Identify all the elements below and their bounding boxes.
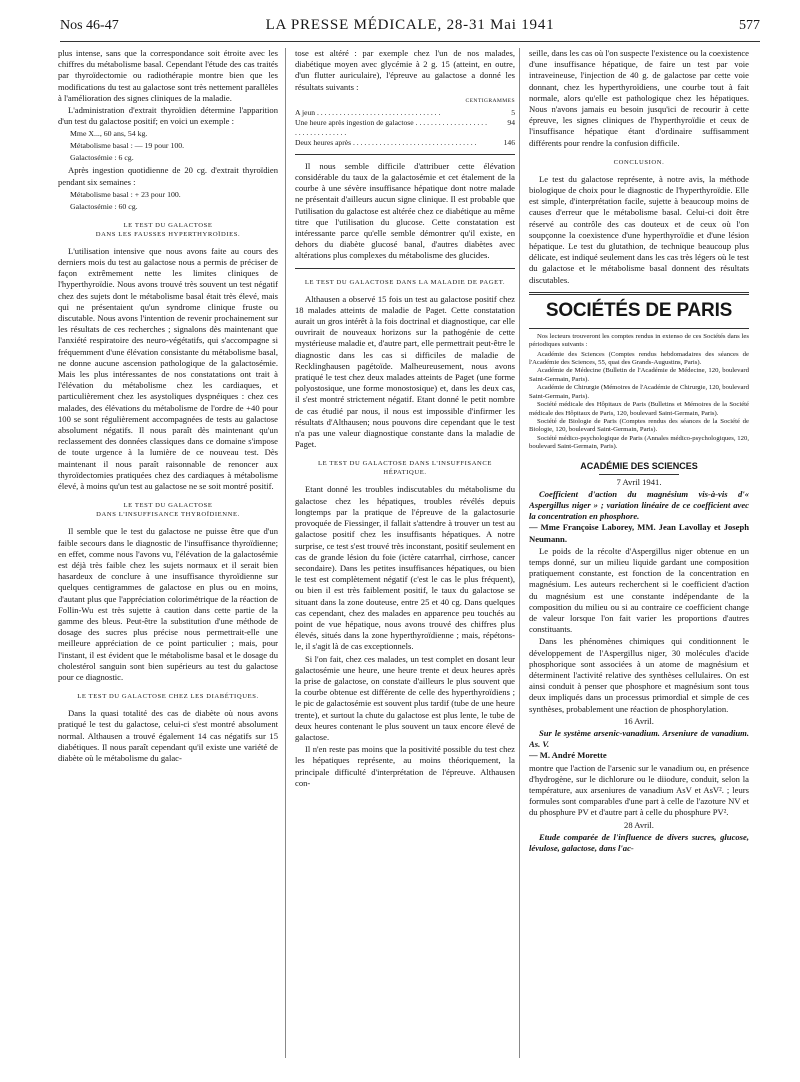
- case-line: Métabolisme basal : + 23 pour 100.: [70, 189, 181, 199]
- paragraph: Dans la quasi totalité des cas de diabète où nous avons pratiqué le test du galactose, celui-ci s'est montré absolument normal. Althausen a trouvé également 14 cas négatifs sur 15 diabétiques. Il nous paraît cependant qu'il existe une variété de diabète où le métabolisme du galac-: [58, 708, 278, 763]
- table-row: Une heure après ingestion de galactose . . . 94: [295, 118, 515, 138]
- galactose-table: [295, 96, 515, 148]
- double-divider: [529, 292, 749, 295]
- paragraph: Si l'on fait, chez ces malades, un test complet en dosant leur galactosémie une heure, une heure trente et deux heures après la prise de galactose, on constate d'ailleurs le plus souvent que la courbe obtenue est différente de celle des hyperthyroïdiens ; le pic de galactosémie est souvent plus tardif (tube de une heure trente), et surtout la chute du galactose est plus lente, le tube de deux heures contenant le plus souvent un taux encore élevé de galactose.: [295, 653, 515, 742]
- case-line: Métabolisme basal : — 19 pour 100.: [70, 141, 185, 151]
- societes-title: SOCIÉTÉS DE PARIS: [545, 299, 733, 321]
- case-name: Mme X..., 60 ans, 54 kg.: [70, 129, 148, 139]
- authors: — Mme Françoise Laborey, MM. Jean Lavollay et Joseph Neumann.: [529, 522, 749, 544]
- list-item: Société de Biologie de Paris (Comptes rendus des séances de la Société de Biologie, 120, boulevard Saint-Germain, Paris).: [529, 417, 749, 434]
- column-1: [58, 48, 278, 1063]
- paragraph: Dans les phénomènes chimiques qui conditionnent le développement de l'Aspergillus niger, 30 molécules d'acide phosphorique sont associées à un atome de magnésium et déterminent l'activité relative des synthèses cellulaires. On est ainsi conduit à penser que phosphore et magnésium sont tous deux impliqués dans un processus primordial et simple de ces synthèses, probablement une réaction de phosphorylation.: [529, 636, 749, 714]
- paragraph: Etant donné les troubles indiscutables du métabolisme du galactose chez les hépatiques, troubles révélés depuis longtemps par la pratique de l'épreuve de la galactosurie provoquée de Fiessinger, il fallait s'attendre à trouver un test au galactose positif chez les insuffisants hépatiques. A notre surprise, ce test s'est trouvé très inconstant, positif seulement en cas de grande lésion du foie (ictère catarrhal, cirrhose, cancer secondaire). Dans les petites insuffisances hépatiques, ou bien le test est complètement négatif (c'est le cas le plus fréquent), ou bien il est très faiblement positif, le taux du galactose se situant dans la zone douteuse, entre 25 et 40 cg. Dans quelques cas cependant, chez des malades en apparence peu touchés au point de vue hépatique, nous avons trouvé des chiffres plus élevés, situés dans la zone hyperthyroïdienne ; mais, répétons-le, il s'agit là de cas exceptionnels.: [295, 484, 515, 652]
- paragraph: L'administration d'extrait thyroïdien détermine l'apparition d'un test du galactose positif; en voici un exemple :: [58, 105, 278, 127]
- journal-title: LA PRESSE MÉDICALE, 28-31 Mai 1941: [265, 17, 555, 33]
- table-row: Deux heures après . . . 146: [295, 138, 515, 148]
- authors: — M. André Morette: [529, 750, 607, 761]
- case-line: Galactosémie : 6 cg.: [70, 153, 134, 163]
- column-3: [529, 48, 749, 1072]
- table-header: CENTIGRAMMES: [465, 97, 515, 104]
- communication-title: Sur le système arsenic-vanadium. Arseniure de vanadium. As. V.: [529, 728, 749, 750]
- paragraph: Après ingestion quotidienne de 20 cg. d'extrait thyroïdien pendant six semaines :: [58, 165, 278, 187]
- section-heading: LE TEST DU GALACTOSE CHEZ LES DIABÉTIQUES.: [77, 693, 259, 701]
- paragraph: Il n'en reste pas moins que la positivité possible du test chez les hépatiques représente, au moins théoriquement, la principale difficulté d'interprétation de l'épreuve. Althausen con-: [295, 744, 515, 788]
- paragraph: Il nous semble difficile d'attribuer cette élévation considérable du taux de la galactosémie et cet étalement de la courbe à une sévère insuffisance hépatique dont notre malade ne présentait d'ailleurs aucun signe clinique. Il est probable que l'utilisation du galactose est altérée chez ce diabétique au même titre que l'utilisation du glucose. Cette constatation est intéressante parce qu'elle semble démontrer qu'il existe, en dehors du diabète glucosé banal, d'autres diabètes avec altérations plus complexes du métabolisme des glucides.: [295, 160, 515, 261]
- session-date: 28 Avril.: [624, 819, 654, 830]
- session-date: 7 Avril 1941.: [616, 476, 662, 487]
- paragraph: plus intense, sans que la correspondance soit étroite avec les chiffres du métabolisme basal. Cependant l'étude des cas traités par thyroïdectomie ou radiothérapie montre bien que les modifications du test au galactose sont très nettement parallèles à l'amélioration des signes cliniques de la maladie.: [58, 48, 278, 103]
- column-2: [295, 48, 515, 1063]
- list-item: Académie de Chirurgie (Mémoires de l'Académie de Chirurgie, 120, boulevard Saint-Germain, Paris).: [529, 384, 749, 400]
- table-row: A jeun . . . 5: [295, 108, 515, 118]
- paragraph: Il semble que le test du galactose ne puisse être que d'un faible secours dans le diagnostic de l'insuffisance thyroïdienne; en effet, comme nous l'avons vu, l'élévation de la galactosémie est déjà très faible chez les sujets normaux et il serait bien hasardeux de conclure à une insuffisance thyroïdienne sur quelques centigrammes de galactose en plus ou en moins, d'autant plus que l'appréciation colorimétrique de la réaction de Follin-Wu est très sujette à caution dans cette partie de la gamme des bleus. Peut-être la substitution d'une méthode de dosage des sucres plus précise nous permettrait-elle une meilleure appréciation de ce point particulier ; mais, pour l'instant, il est évident que le métabolisme basal et le dosage du cholestérol sanguin sont bien supérieurs au test du galactose pour ce diagnostic.: [58, 526, 278, 682]
- page-header: [60, 15, 760, 39]
- academy-heading: ACADÉMIE DES SCIENCES: [580, 460, 698, 471]
- column-rule: [519, 48, 520, 1058]
- paragraph: L'utilisation intensive que nous avons faite au cours des derniers mois du test au galactose nous a permis de préciser de façon extrêmement nette les limites cliniques de l'hyperthyroïdie. Nous avons trouvé très souvent un test négatif chez des sujets dont le métabolisme basal était très élevé, mais qui ne présentaient qu'un syndrome clinique fruste ou discutable. Nous avons l'intention de revenir prochainement sur les résultats de ces recherches ; signalons dès maintenant que l'anxiété respiratoire des neuro-végétatifs, qui s'accompagne si fréquemment d'une élévation consistante du métabolisme basal, ne donne aucune ascension pathologique de la galactosémie. Mais les plus intéressantes de nos constatations ont trait à l'élévation du métabolisme chez les cardiaques, et particulièrement chez les asystoliques dyspnéiques : chez ces malades, des élévations du métabolisme de l'ordre de +40 pour 100 se sont régulièrement accompagnées de tests au galactose absolument négatifs. Il nous paraît dès maintenant qu'un reclassement des données classiques dans ce domaine s'impose de toute urgence à la lumière de ce nouveau test. Dès maintenant il nous paraît raisonnable de renoncer aux thyroïdectomies pratiquées chez des cardiaques à métabolisme élevé, à moins qu'un test au galactose ne se soit montré positif.: [58, 245, 278, 492]
- communication-title: Etude comparée de l'influence de divers sucres, glucose, lévulose, galactose, dans l'ac-: [529, 831, 749, 854]
- issue-number: Nos 46-47: [60, 18, 119, 33]
- list-item: Académie des Sciences (Comptes rendus hebdomadaires des séances de l'Académie des Sciences, 55, quai des Grands-Augustins, Paris).: [529, 350, 749, 367]
- paragraph: seille, dans les cas où l'on suspecte l'existence ou la coexistence d'une insuffisance hépatique, de faire un test par voie intraveineuse, l'injection de 40 g. de galactose par cette voie donnant, chez les hyperthyroïdiens, une courbe tout à fait normale, alors qu'elle est pathologique chez les hépatiques. Nous n'avons jamais eu besoin jusqu'ici de recourir à cette épreuve, les signes cliniques de l'hyperthyroïdie et ceux de l'insuffisance hépatique étant d'ordinaire suffisamment différents pour rendre la confusion difficile.: [529, 48, 749, 148]
- divider: [295, 154, 515, 155]
- intro-note: Nos lecteurs trouveront les comptes rendus in extenso de ces Sociétés dans les périodiques suivants :: [529, 332, 749, 349]
- list-item: Société médicale des Hôpitaux de Paris (Bulletins et Mémoires de la Société médicale des Hôpitaux de Paris, 120, boulevard Saint-Germain, Paris).: [529, 401, 749, 417]
- divider: [529, 328, 749, 329]
- page-number: 577: [739, 18, 760, 33]
- paragraph: Althausen a observé 15 fois un test au galactose positif chez 18 malades atteints de maladie de Paget. Cette constatation aurait un gros intérêt à la fois doctrinal et diagnostique, car elle ouvrirait de nouveaux horizons sur la pathogénie de cette mystérieuse maladie et, d'autre part, elle permettrait peut-être le diagnostic dans les cas si difficiles de maladie de Recklinghausen pagétoïde. Malheureusement, nous avons pratiqué le test chez deux malades atteints de Paget (une forme polyostosique, une forme monostosique) et, dans les deux cas, il s'est montré strictement négatif. Etant donné le petit nombre de cas étudié par nous, il nous est impossible d'infirmer les résultats d'Althausen; nous pouvons dire cependant que le test n'a pas une valeur diagnostique constante dans la maladie de Paget.: [295, 293, 515, 450]
- paragraph: Le poids de la récolte d'Aspergillus niger obtenue en un temps donné, sur un milieu liquide gardant une composition pratiquement constante, est fonction de la concentration en magnésium. Les auteurs recherchent si le coefficient d'action du magnésium est une constante indépendante de la composition du milieu ou si au contraire ce coefficient change de valeur lorsque l'on fait varier les proportions d'autres constituants.: [529, 545, 749, 635]
- section-heading: LE TEST DU GALACTOSE DANS LA MALADIE DE PAGET.: [304, 278, 506, 286]
- communication-title: Coefficient d'action du magnésium vis-à-vis d'« Aspergillus niger » ; variation linéaire de ce coefficient avec la concentration en phosphore.: [529, 488, 749, 522]
- divider: [599, 474, 679, 475]
- divider: [295, 268, 515, 269]
- list-item: Société médico-psychologique de Paris (Annales médico-psychologiques, 120, boulevard Saint-Germain, Paris).: [529, 434, 749, 451]
- header-rule: [60, 41, 760, 42]
- case-line: Galactosémie : 60 cg.: [70, 201, 138, 211]
- paragraph: tose est altéré : par exemple chez l'un de nos malades, diabétique moyen avec glycémie à 2 g. 15 (atteint, en outre, d'un flutter auriculaire), l'épreuve au galactose a donné les résultats suivants :: [295, 48, 515, 92]
- paragraph: Le test du galactose représente, à notre avis, la méthode biologique de choix pour le diagnostic de l'hyperthyroïdie. Elle est simple, d'interprétation facile, sujette à beaucoup moins de causes d'erreur que le métabolisme basal. Celui-ci doit être réservé au contrôle des cas douteux et de ceux où l'on soupçonne la coexistence d'une hyperthyroïdie et d'une lésion hépatique. Le test du glutathion, de technique beaucoup plus délicate, est indiqué seulement dans les cas très légers où le test du galactose et le métabolisme basal donnent des résultats discutables.: [529, 173, 749, 285]
- section-heading: CONCLUSION.: [613, 158, 665, 166]
- paragraph: montre que l'action de l'arsenic sur le vanadium ou, en présence d'hydrogène, sur le dichlorure ou le diiodure, conduit, selon la température, aux arseniures de vanadium AsV et AsV². ; leurs formules sont comparables d'une part à celle de l'azoture NV et du phosphure PV et d'autre part à celle du phosphure PV².: [529, 762, 749, 818]
- column-rule: [285, 48, 286, 1058]
- section-heading: LE TEST DU GALACTOSE DANS L'INSUFFISANCE THYROÏDIENNE.: [96, 502, 240, 519]
- session-date: 16 Avril.: [624, 715, 654, 726]
- list-item: Académie de Médecine (Bulletin de l'Académie de Médecine, 120, boulevard Saint-Germain, Paris).: [529, 367, 749, 383]
- section-heading: LE TEST DU GALACTOSE DANS L'INSUFFISANCE HÉPATIQUE.: [317, 460, 493, 477]
- section-heading: LE TEST DU GALACTOSE DANS LES FAUSSES HYPERTHYROÏDIES.: [95, 221, 241, 238]
